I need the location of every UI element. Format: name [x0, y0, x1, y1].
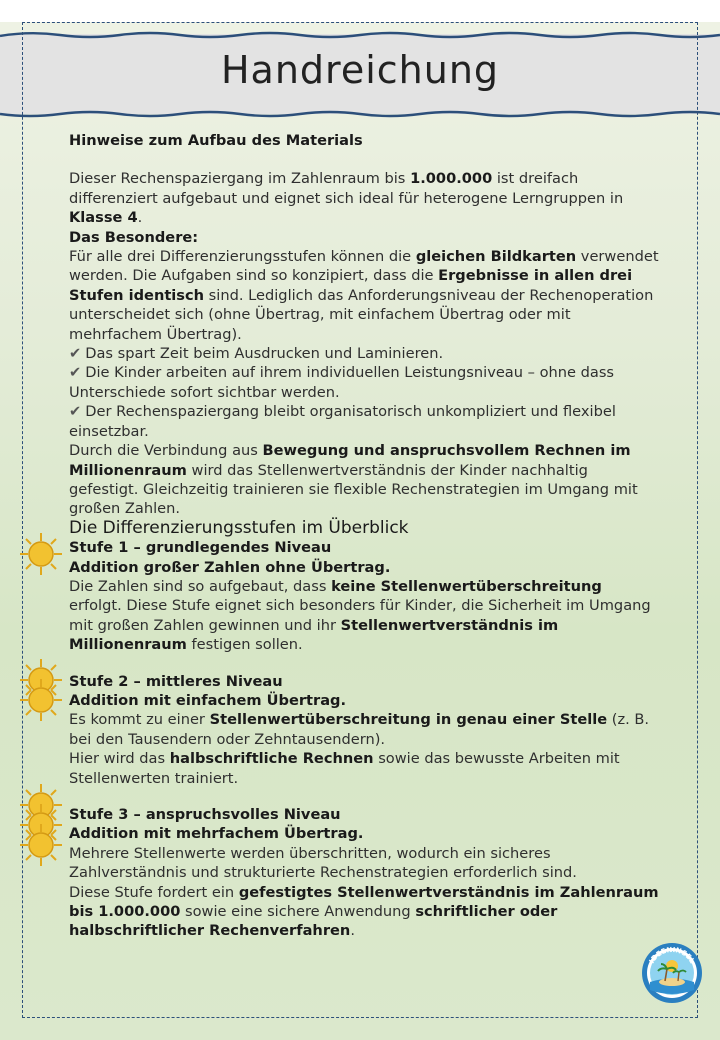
island-logo-icon	[641, 942, 703, 1004]
summary-paragraph: Durch die Verbindung aus Bewegung und anspruchsvollem Rechnen im Millionenraum wird das Stellenwertverständnis der Kinder nachhaltig gefestigt. Gleichzeitig trainieren sie flexible Rechenstrategien im Umgang mit großen Zahlen.	[69, 442, 638, 518]
stage-subtitle: Addition mit einfachem Übertrag.	[69, 691, 347, 709]
sun-icon	[19, 532, 63, 576]
stage-title: Stufe 2 – mittleres Niveau	[69, 672, 283, 690]
overview-title: Die Differenzierungsstufen im Überblick	[69, 517, 409, 538]
stage-subtitle: Addition mit mehrfachem Übertrag.	[69, 825, 364, 843]
document-body	[69, 131, 659, 941]
check-item: ✔ Die Kinder arbeiten auf ihrem individuellen Leistungsniveau – ohne dass Unterschiede sofort sichtbar werden.	[69, 364, 615, 401]
stage-subtitle: Addition großer Zahlen ohne Übertrag.	[69, 558, 391, 576]
check-icon: ✔	[69, 403, 82, 421]
stage-title: Stufe 3 – anspruchsvolles Niveau	[69, 806, 341, 823]
intro-heading: Hinweise zum Aufbau des Materials	[69, 132, 363, 149]
sun-icon	[19, 678, 63, 722]
stage-description: Mehrere Stellenwerte werden überschritten, wodurch ein sicheres Zahlverständnis und strukturierte Rechenstrategien erforderlich sind.	[69, 844, 577, 882]
check-icon: ✔	[69, 345, 82, 363]
check-item: ✔ Der Rechenspaziergang bleibt organisatorisch unkompliziert und flexibel einsetzbar.	[69, 403, 616, 440]
stage-title: Stufe 1 – grundlegendes Niveau	[69, 539, 332, 557]
stage-1	[69, 538, 659, 654]
intro-paragraph: Dieser Rechenspaziergang im Zahlenraum bis 1.000.000 ist dreifach differenziert aufgebaut und eignet sich ideal für heterogene Lerngruppen in Klasse 4.	[69, 170, 624, 227]
logo-text: IDEENINSEL	[647, 945, 697, 965]
sun-icon	[19, 823, 63, 867]
page-title: Handreichung	[220, 48, 500, 92]
stage-description: Diese Stufe fordert ein gefestigtes Stellenwertverständnis im Zahlenraum bis 1.000.000 sowie eine sichere Anwendung schriftlicher oder halbschriftlicher Rechenverfahren.	[69, 883, 659, 940]
stage-description: Es kommt zu einer Stellenwertüberschreitung in genau einer Stelle (z. B. bei den Tausendern oder Zehntausendern).	[69, 711, 650, 748]
check-icon: ✔	[69, 364, 82, 382]
special-paragraph: Für alle drei Differenzierungsstufen können die gleichen Bildkarten verwendet werden. Die Aufgaben sind so konzipiert, dass die Ergebnisse in allen drei Stufen identisch sind. Lediglich das Anforderungsniveau der Rechenoperation unterscheidet sich (ohne Übertrag, mit einfachem Übertrag oder mit mehrfachem Übertrag).	[69, 248, 659, 343]
stage-description: Die Zahlen sind so aufgebaut, dass keine Stellenwertüberschreitung erfolgt. Diese Stufe eignet sich besonders für Kinder, die Sicherheit im Umgang mit großen Zahlen gewinnen und ihr Stellenwertverständnis im Millionenraum festigen sollen.	[69, 577, 651, 654]
stage-2	[69, 672, 659, 788]
stage-3	[69, 805, 659, 941]
special-heading: Das Besondere:	[69, 228, 199, 246]
stage-description: Hier wird das halbschriftliche Rechnen sowie das bewusste Arbeiten mit Stellenwerten trainiert.	[69, 750, 620, 787]
check-item: ✔ Das spart Zeit beim Ausdrucken und Laminieren.	[69, 345, 444, 363]
